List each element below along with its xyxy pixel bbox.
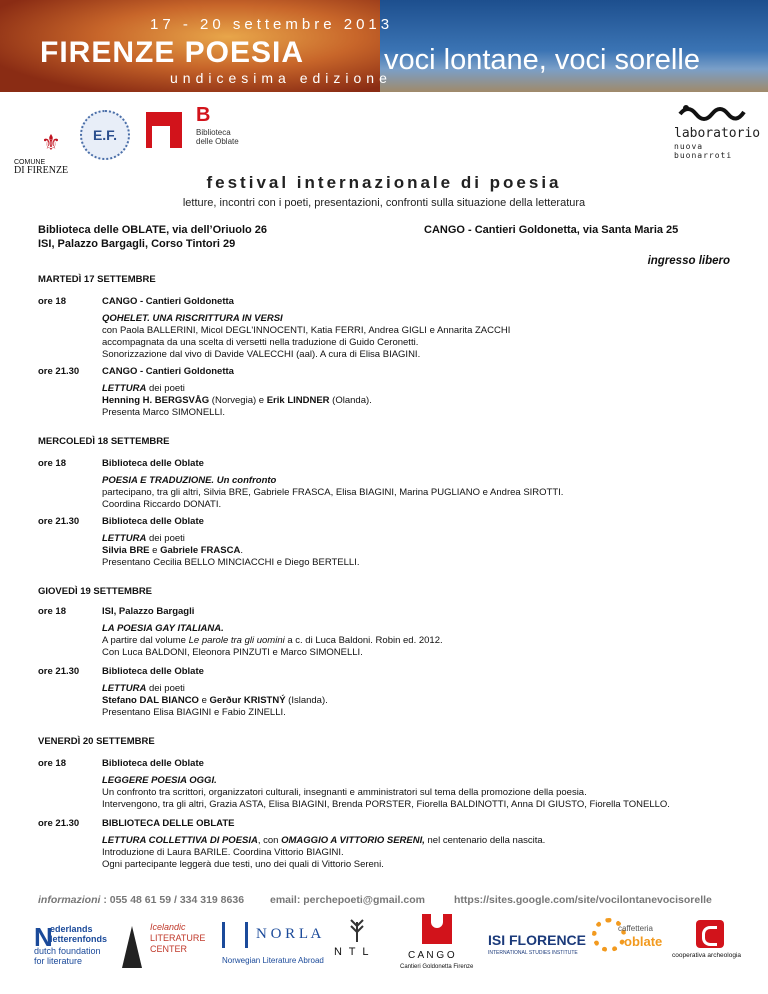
event-time: ore 21.30 <box>38 516 80 527</box>
nl-line4: for literature <box>34 956 83 966</box>
norla-name: N O R L A <box>256 926 322 942</box>
poet-name: Henning H. BERGSVÅG <box>102 395 210 406</box>
ingresso-libero: ingresso libero <box>647 255 730 267</box>
laboratorio-mark-icon <box>678 102 748 124</box>
festival-subtitle: letture, incontri con i poeti, presentazioni, confronti sulla situazione della letteratura <box>182 197 586 209</box>
icelandic-figure-icon <box>118 924 146 970</box>
event-time: ore 21.30 <box>38 666 80 677</box>
event-location: Biblioteca delle Oblate <box>102 666 204 677</box>
event-line: accompagnata da una scelta di versetti nella traduzione di Guido Ceronetti. <box>102 337 419 348</box>
event-location: BIBLIOTECA DELLE OBLATE <box>102 818 235 829</box>
poet-name: Erik LINDNER <box>266 395 330 406</box>
poet-country: (Norvegia) e <box>209 395 267 406</box>
fleur-de-lis-icon: ⚜ <box>41 130 61 155</box>
email-link[interactable]: email: perchepoeti@gmail.com <box>270 894 425 906</box>
poet-name: Gabriele FRASCA <box>160 545 241 556</box>
oblate-line2: delle Oblate <box>196 137 239 146</box>
event-location: Biblioteca delle Oblate <box>102 458 204 469</box>
event-title: LETTURA <box>102 533 147 544</box>
firenze-label: DI FIRENZE <box>14 165 69 176</box>
book-pre: A partire dal volume <box>102 635 189 646</box>
event-time: ore 18 <box>38 296 66 307</box>
comune-label: COMUNE <box>14 159 46 166</box>
info-phone: : 055 48 61 59 / 334 319 8636 <box>100 894 245 906</box>
event-body <box>102 758 742 811</box>
event-title-rest: dei poeti <box>146 683 185 694</box>
event-location: ISI, Palazzo Bargagli <box>102 606 195 617</box>
isi-sub: INTERNATIONAL STUDIES INSTITUTE <box>488 950 578 956</box>
info-contact <box>38 894 244 906</box>
nl-line2: letterenfonds <box>50 934 108 944</box>
venue-oblate: Biblioteca delle OBLATE, via dell’Oriuolo 26 <box>38 224 268 236</box>
nl-line1: ederlands <box>50 924 93 934</box>
ca-mark-icon <box>696 920 724 948</box>
event-title: LETTURA <box>102 383 147 394</box>
day-heading: MARTEDÌ 17 SETTEMBRE <box>38 274 156 285</box>
oblate-text <box>196 128 256 146</box>
event-time: ore 21.30 <box>38 366 80 377</box>
event-location: Biblioteca delle Oblate <box>102 758 204 769</box>
header-banner <box>0 0 768 92</box>
event-line: con Paola BALLERINI, Micol DEGL'INNOCENTI, Katia FERRI, Andrea GIGLI e Annarita ZACCHI <box>102 325 511 336</box>
ntl-name: N T L <box>334 946 371 958</box>
caffetteria-line1: caffetteria <box>618 924 653 933</box>
event-body <box>102 818 742 871</box>
book-title: Le parole tra gli uomini <box>188 635 285 646</box>
norla-mark-icon <box>222 922 248 948</box>
event-body <box>102 606 742 659</box>
event-title-mid: , con <box>257 835 282 846</box>
event-location: CANGO - Cantieri Goldonetta <box>102 366 234 377</box>
banner-dates: 17 - 20 settembre 2013 <box>150 16 394 33</box>
event-location: CANGO - Cantieri Goldonetta <box>102 296 234 307</box>
event-body <box>102 516 742 569</box>
poet-name: Stefano DAL BIANCO <box>102 695 199 706</box>
event-line: Intervengono, tra gli altri, Grazia ASTA, Elisa BIAGINI, Brenda PORSTER, Fiorella BALDINOTTI, Anna DI GIUSTO, Fiorella TONELLO. <box>102 799 670 810</box>
event-line: Ogni partecipante leggerà due testi, uno dei quali di Vittorio Sereni. <box>102 859 384 870</box>
nl-initial: N <box>34 922 53 952</box>
cango-mark-icon <box>422 914 452 944</box>
caffetteria-line2: oblate <box>624 934 663 949</box>
isi-name: ISI FLORENCE <box>488 932 587 948</box>
event-title: QOHELET. UNA RISCRITTURA IN VERSI <box>102 313 283 324</box>
poet-name: Gerður KRISTNÝ <box>209 695 286 706</box>
event-body <box>102 296 742 361</box>
venue-cango: CANGO - Cantieri Goldonetta, via Santa Maria 25 <box>424 224 679 236</box>
event-time: ore 18 <box>38 758 66 769</box>
event-title: LETTURA <box>102 683 147 694</box>
cango-name: C A N G O <box>408 950 455 961</box>
icelandic-literature-center-logo <box>118 918 218 972</box>
event-location: Biblioteca delle Oblate <box>102 516 204 527</box>
poet-country: . <box>240 545 243 556</box>
biblioteca-oblate-logo <box>146 104 239 148</box>
book-post: a c. di Luca Baldoni. Robin ed. 2012. <box>284 635 443 646</box>
banner-title: FIRENZE POESIA <box>40 36 305 69</box>
event-title-rest: dei poeti <box>146 383 185 394</box>
poet-country: (Olanda). <box>329 395 372 406</box>
norla-sub: Norwegian Literature Abroad <box>222 956 324 965</box>
icelandic-line1: Icelandic <box>150 922 186 932</box>
event-line: Presenta Marco SIMONELLI. <box>102 407 226 418</box>
oblate-line1: Biblioteca <box>196 128 231 137</box>
poet-country: (Islanda). <box>285 695 328 706</box>
top-logos <box>0 100 768 176</box>
day-heading: VENERDÌ 20 SETTEMBRE <box>38 736 155 747</box>
event-time: ore 21.30 <box>38 818 80 829</box>
coop-name: cooperativa archeologia <box>672 952 742 959</box>
banner-edition: undicesima edizione <box>170 70 392 86</box>
cango-sub: Cantieri Goldonetta Firenze <box>400 964 474 970</box>
event-line: Sonorizzazione dal vivo di Davide VALECCHI (aal). A cura di Elisa BIAGINI. <box>102 349 421 360</box>
sponsor-logos <box>0 914 768 994</box>
laboratorio-name: laboratorio <box>674 126 761 141</box>
laboratorio-sub: nuova buonarroti <box>674 142 733 160</box>
event-line: Coordina Riccardo DONATI. <box>102 499 222 510</box>
icelandic-line2: LITERATURE <box>150 933 206 943</box>
event-line: Presentano Elisa BIAGINI e Fabio ZINELLI. <box>102 707 286 718</box>
website-link[interactable]: https://sites.google.com/site/vocilontanevocisorelle <box>454 894 712 906</box>
event-title-rest: dei poeti <box>146 533 185 544</box>
festival-heading: festival internazionale di poesia <box>206 173 562 192</box>
laboratorio-logo <box>664 100 764 158</box>
event-time: ore 18 <box>38 458 66 469</box>
icelandic-line3: CENTER <box>150 944 188 954</box>
event-body <box>102 366 742 419</box>
oblate-mark-icon <box>146 112 182 148</box>
event-line: Con Luca BALDONI, Eleonora PINZUTI e Marco SIMONELLI. <box>102 647 363 658</box>
event-time: ore 18 <box>38 606 66 617</box>
nl-line3: dutch foundation <box>34 946 101 956</box>
poet-name: Silvia BRE <box>102 545 150 556</box>
venue-isi: ISI, Palazzo Bargagli, Corso Tintori 29 <box>38 238 236 250</box>
day-heading: GIOVEDÌ 19 SETTEMBRE <box>38 586 153 597</box>
event-title: LETTURA COLLETTIVA DI POESIA <box>102 835 258 846</box>
event-title-2: OMAGGIO A VITTORIO SERENI, <box>281 835 425 846</box>
event-title: LEGGERE POESIA OGGI. <box>102 775 217 786</box>
event-body <box>102 458 742 511</box>
event-body <box>102 666 742 719</box>
event-title: LA POESIA GAY ITALIANA. <box>102 623 224 634</box>
event-line: partecipano, tra gli altri, Silvia BRE, Gabriele FRASCA, Elisa BIAGINI, Marina PUGLIANO e Andrea SIROTTI. <box>102 487 564 498</box>
oblate-b: B <box>196 104 211 126</box>
poet-country: e <box>149 545 161 556</box>
info-label: informazioni <box>38 894 101 906</box>
ef-logo: E.F. <box>80 110 130 160</box>
event-line: Introduzione di Laura BARILE. Coordina Vittorio BIAGINI. <box>102 847 344 858</box>
event-title-rest: nel centenario della nascita. <box>424 835 546 846</box>
wheat-icon <box>346 918 368 942</box>
comune-firenze-logo <box>14 130 74 176</box>
banner-slogan: voci lontane, voci sorelle <box>384 44 700 76</box>
event-line: Un confronto tra scrittori, organizzatori culturali, insegnanti e amministratori sul tema della promozione della poesia. <box>102 787 587 798</box>
event-title: POESIA E TRADUZIONE. Un confronto <box>102 475 277 486</box>
day-heading: MERCOLEDÌ 18 SETTEMBRE <box>38 436 170 447</box>
poet-country: e <box>198 695 210 706</box>
event-line: Presentano Cecilia BELLO MINCIACCHI e Diego BERTELLI. <box>102 557 360 568</box>
